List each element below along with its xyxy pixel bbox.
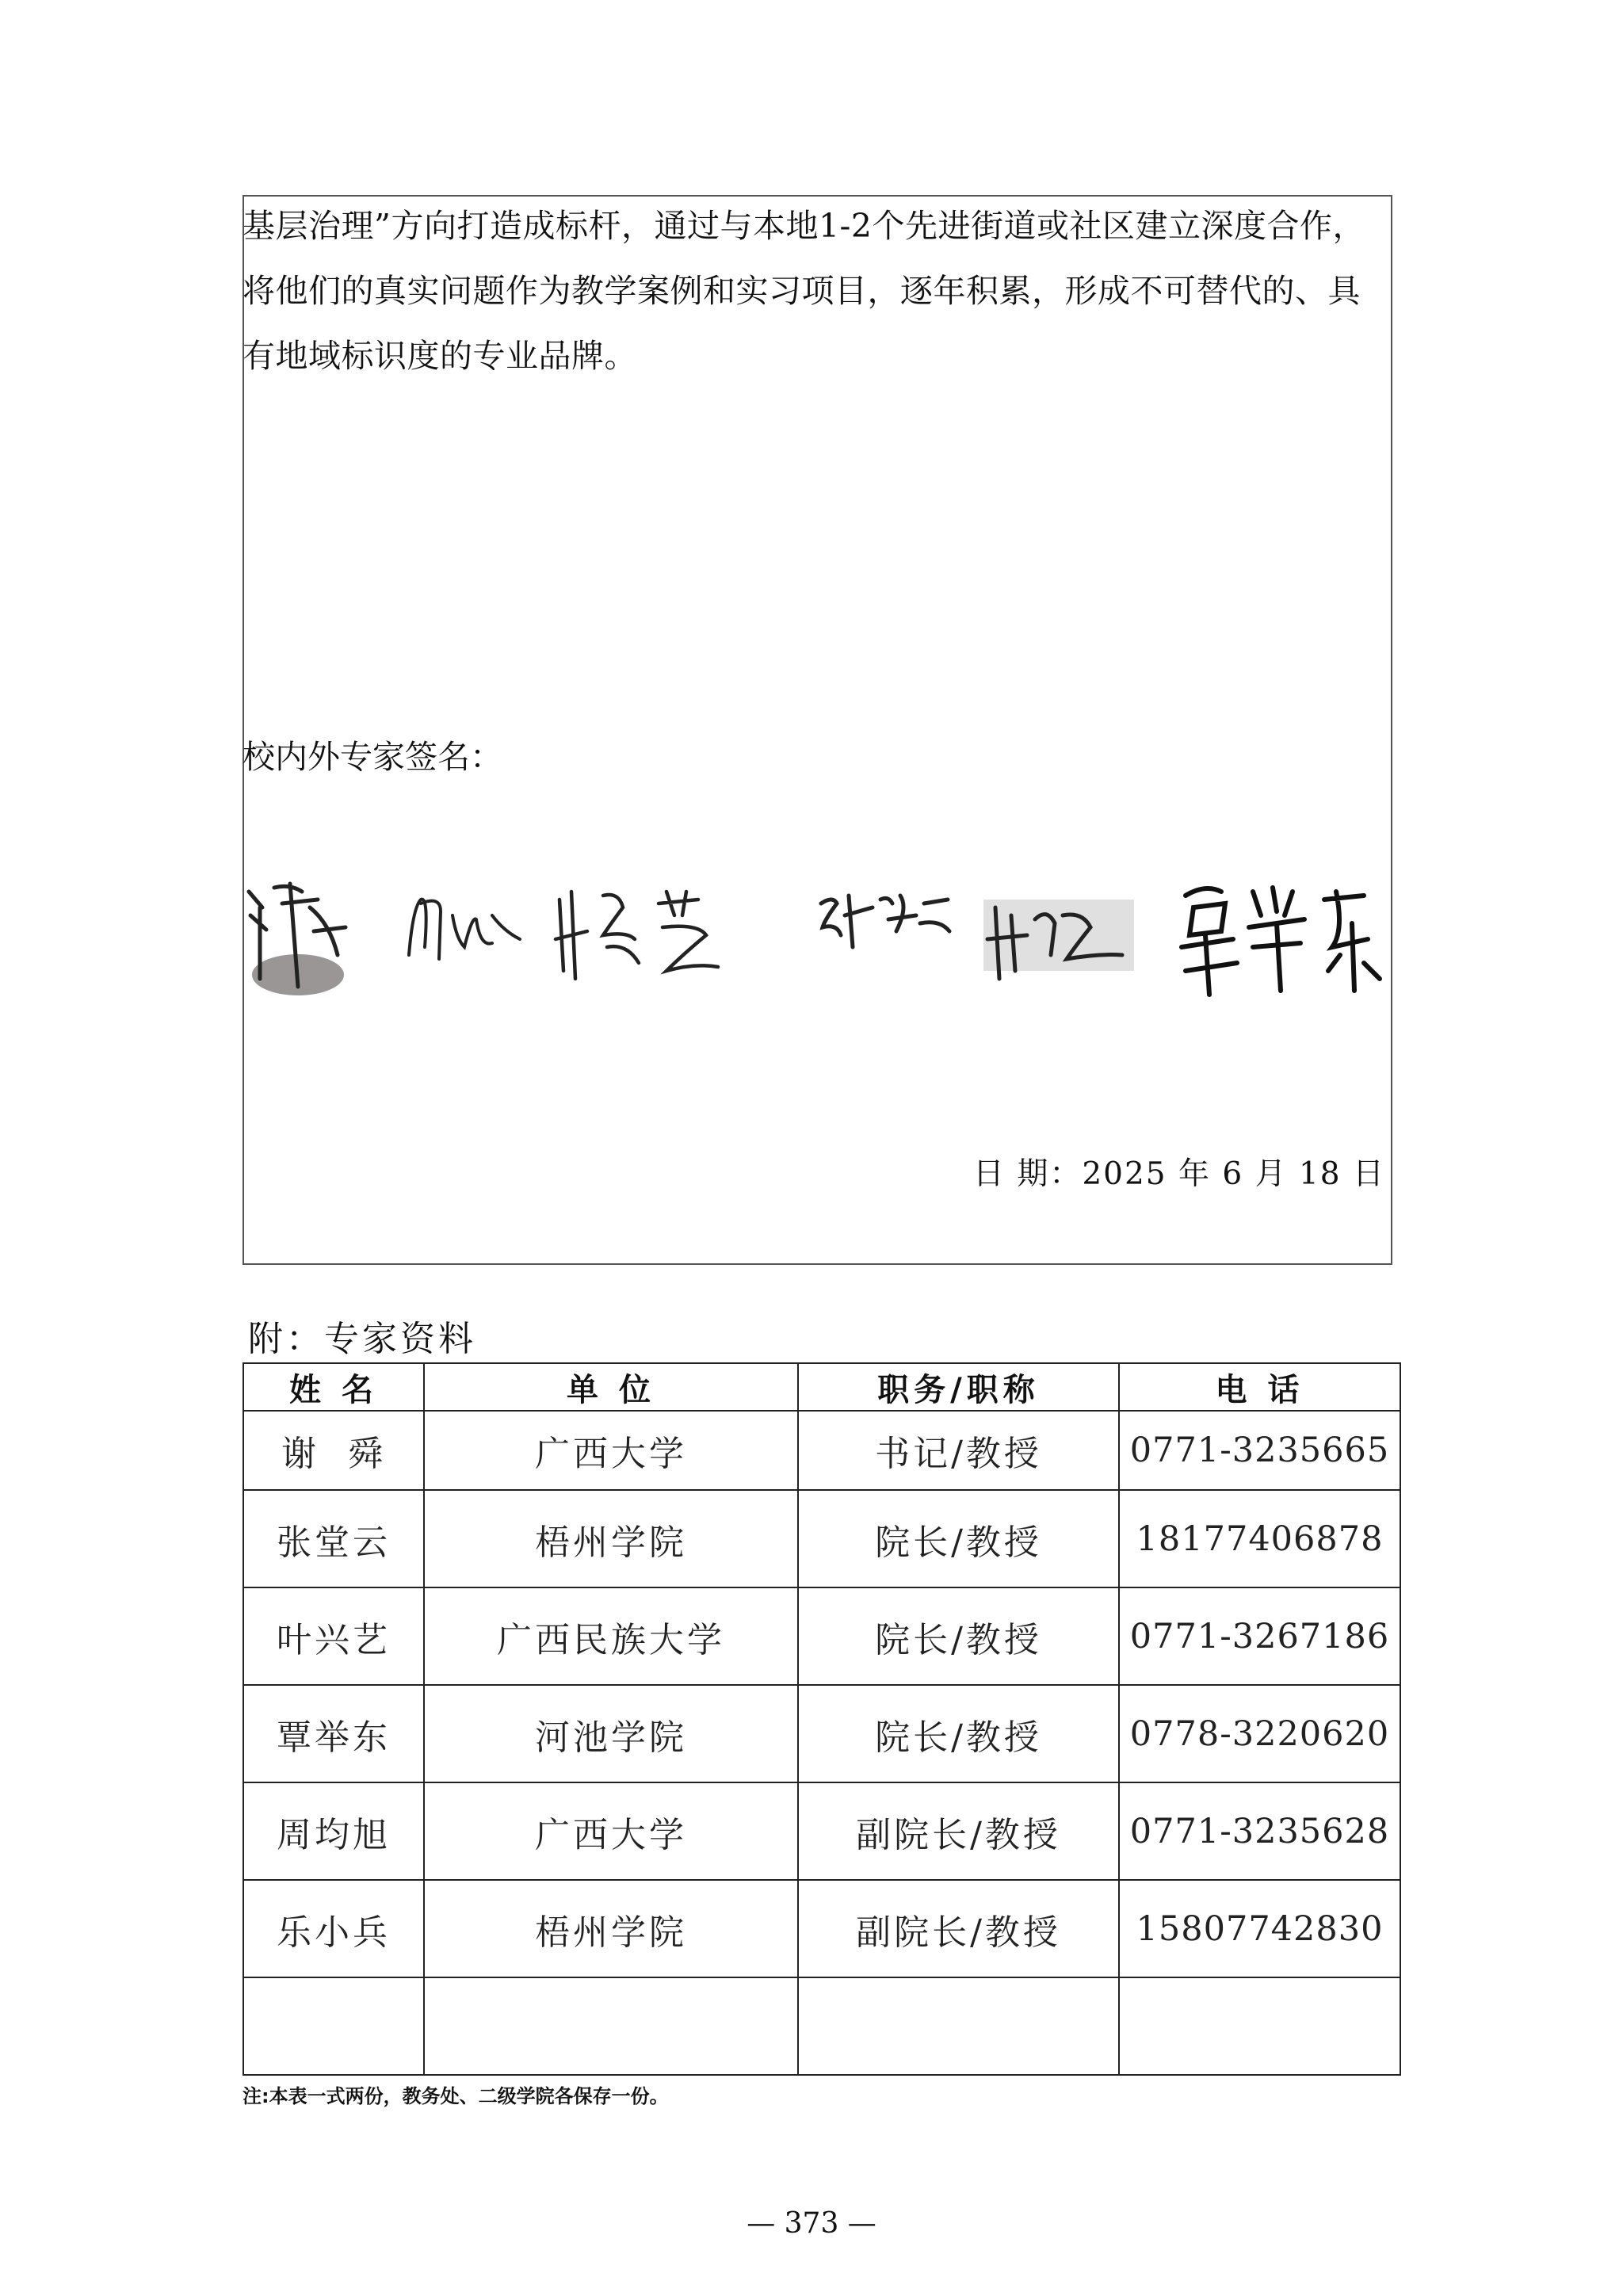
table-row <box>243 1685 1400 1782</box>
table-header-row <box>243 1363 1400 1411</box>
table-note: 注:本表一式两份，教务处、二级学院各保存一份。 <box>242 2085 669 2107</box>
opinion-paragraph <box>242 193 1384 388</box>
cell-unit <box>424 1977 798 2075</box>
signature-xie-shun <box>242 860 353 1003</box>
cell-phone: 15807742830 <box>1119 1880 1400 1977</box>
table-row-empty <box>243 1977 1400 2075</box>
cell-position: 院长/教授 <box>798 1490 1119 1587</box>
appendix-title: 附：专家资料 <box>248 1319 476 1359</box>
expert-table <box>242 1362 1401 2076</box>
cell-phone: 0771-3235665 <box>1119 1411 1400 1490</box>
cell-position: 副院长/教授 <box>798 1880 1119 1977</box>
opinion-line: 基层治理”方向打造成标杆，通过与本地1-2个先进街道或社区建立深度合作， <box>242 207 1365 245</box>
page-number: — 373 — <box>747 2207 876 2240</box>
cell-name: 张堂云 <box>243 1490 424 1587</box>
cell-unit: 梧州学院 <box>424 1880 798 1977</box>
signature-zhang-tangyun <box>813 860 956 1003</box>
table-row <box>243 1587 1400 1685</box>
cell-name: 覃举东 <box>243 1685 424 1782</box>
cell-name: 周均旭 <box>243 1782 424 1880</box>
cell-phone: 0771-3235628 <box>1119 1782 1400 1880</box>
signature-row <box>242 860 1384 1003</box>
table-row <box>243 1490 1400 1587</box>
cell-phone: 18177406878 <box>1119 1490 1400 1587</box>
cell-phone <box>1119 1977 1400 2075</box>
signature-label: 校内外专家签名： <box>242 738 502 776</box>
cell-name <box>243 1977 424 2075</box>
opinion-line: 将他们的真实问题作为教学案例和实习项目，逐年积累，形成不可替代的、具 <box>242 272 1361 310</box>
cell-position: 书记/教授 <box>798 1411 1119 1490</box>
opinion-line: 有地域标识度的专业品牌。 <box>242 337 637 375</box>
cell-unit: 广西民族大学 <box>424 1587 798 1685</box>
header-unit: 单 位 <box>424 1363 798 1411</box>
cell-phone: 0771-3267186 <box>1119 1587 1400 1685</box>
table-row <box>243 1411 1400 1490</box>
table-row <box>243 1880 1400 1977</box>
signature-le-xiaobing <box>980 860 1138 1003</box>
cell-unit: 河池学院 <box>424 1685 798 1782</box>
cell-position: 副院长/教授 <box>798 1782 1119 1880</box>
cell-name: 谢 舜 <box>243 1411 424 1490</box>
table-row <box>243 1782 1400 1880</box>
header-phone: 电 话 <box>1119 1363 1400 1411</box>
header-position: 职务/职称 <box>798 1363 1119 1411</box>
cell-name: 叶兴艺 <box>243 1587 424 1685</box>
cell-unit: 广西大学 <box>424 1782 798 1880</box>
signature-zhou-junxu <box>401 860 528 1003</box>
cell-unit: 广西大学 <box>424 1411 798 1490</box>
cell-position <box>798 1977 1119 2075</box>
cell-phone: 0778-3220620 <box>1119 1685 1400 1782</box>
cell-name: 乐小兵 <box>243 1880 424 1977</box>
signature-qin-judong <box>1174 860 1388 1003</box>
cell-position: 院长/教授 <box>798 1685 1119 1782</box>
header-name: 姓 名 <box>243 1363 424 1411</box>
cell-unit: 梧州学院 <box>424 1490 798 1587</box>
signature-date: 日 期：2025 年 6 月 18 日 <box>972 1156 1385 1192</box>
signature-ye-xingyi <box>548 860 738 1003</box>
cell-position: 院长/教授 <box>798 1587 1119 1685</box>
